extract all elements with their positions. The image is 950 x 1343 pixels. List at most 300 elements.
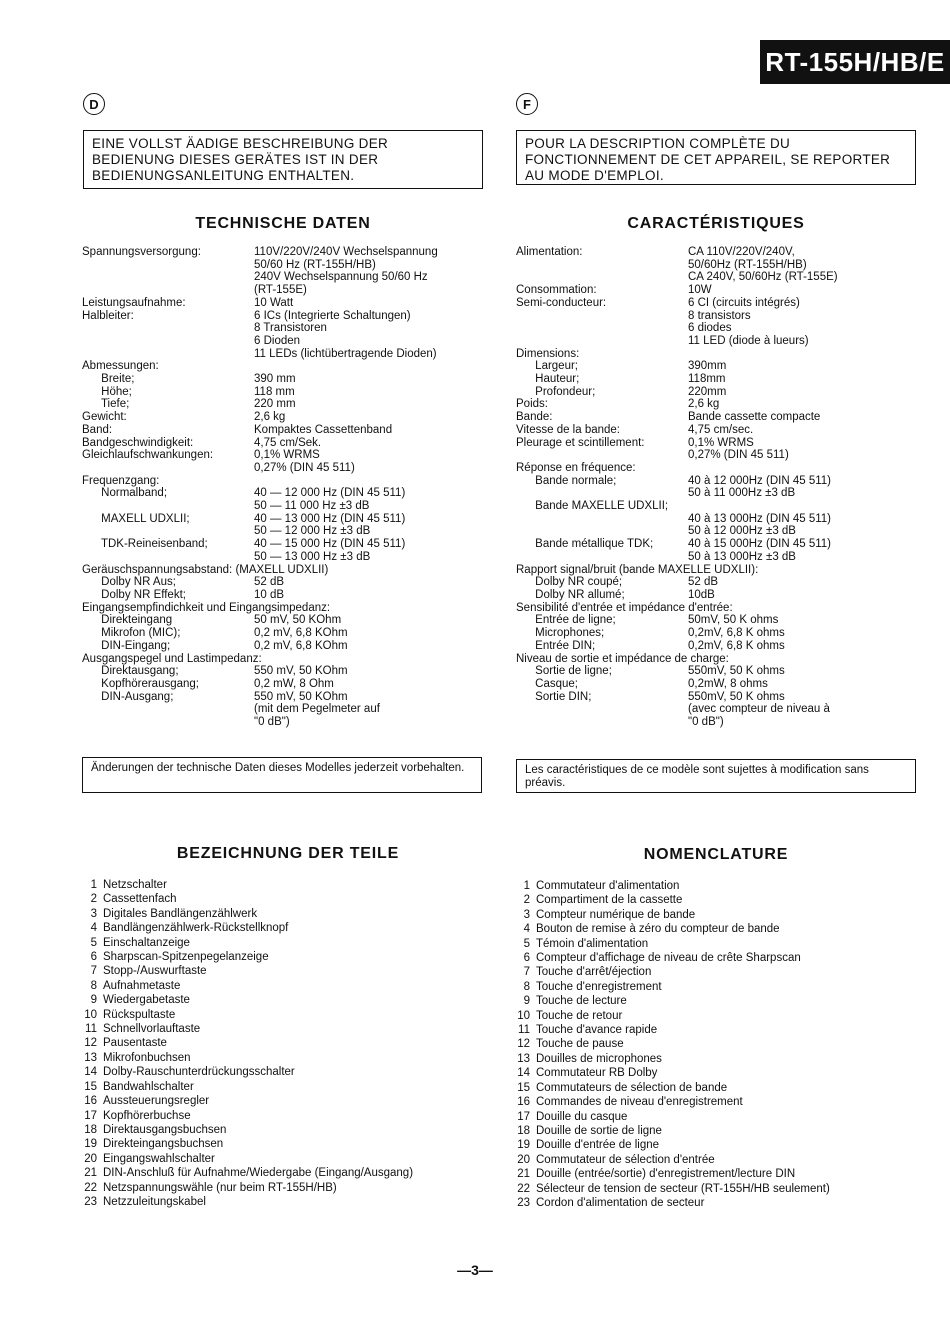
part-number: 19 xyxy=(517,1139,530,1152)
list-item xyxy=(508,1009,830,1023)
part-name: Cassettenfach xyxy=(103,893,177,906)
model-label: RT-155H/HB/E xyxy=(760,40,950,84)
spec-label: DIN-Ausgang; xyxy=(82,690,174,703)
part-name: Schnellvorlauftaste xyxy=(103,1023,201,1036)
part-name: Sélecteur de tension de secteur (RT-155H/HB seulement) xyxy=(536,1182,830,1195)
spec-value: 0,1% WRMS xyxy=(254,449,320,462)
spec-value: 110V/220V/240V Wechselspannung xyxy=(254,246,438,258)
spec-label: Sortie DIN; xyxy=(516,690,592,703)
spec-row xyxy=(516,437,916,450)
part-name: DIN-Anschluß für Aufnahme/Wiedergabe (Eingang/Ausgang) xyxy=(103,1167,414,1180)
spec-row xyxy=(82,449,482,462)
spec-row xyxy=(82,475,482,488)
spec-value: 0,1% WRMS xyxy=(688,436,754,449)
spec-label: Bande MAXELLE UDXLII; xyxy=(516,500,669,513)
spec-row xyxy=(82,297,482,310)
spec-row xyxy=(516,716,916,729)
spec-value: 50 à 11 000Hz ±3 dB xyxy=(688,487,796,500)
part-name: Netzspannungswähle (nur beim RT-155H/HB) xyxy=(103,1181,337,1194)
list-item xyxy=(75,1123,413,1137)
spec-value: 0,2mV, 6,8 K ohms xyxy=(688,627,785,640)
part-number: 1 xyxy=(90,879,97,891)
part-name: Touche d'enregistrement xyxy=(536,980,662,993)
spec-label: Dolby NR allumé; xyxy=(516,588,625,601)
part-name: Douilles de microphones xyxy=(536,1052,662,1065)
part-name: Témoin d'alimentation xyxy=(536,937,649,950)
part-name: Touche de lecture xyxy=(536,995,627,1008)
spec-row xyxy=(82,564,482,577)
spec-label xyxy=(82,703,254,716)
spec-label xyxy=(82,525,254,538)
part-name: Digitales Bandlängenzählwerk xyxy=(103,907,258,920)
spec-value: 0,2 mV, 6,8 KOhm xyxy=(254,627,348,640)
part-number: 15 xyxy=(84,1080,97,1093)
spec-value: 0,27% (DIN 45 511) xyxy=(688,449,789,462)
list-item xyxy=(75,1181,413,1195)
spec-label: Mikrofon (MIC); xyxy=(82,627,181,640)
spec-row xyxy=(82,665,482,678)
spec-label: Sensibilité d'entrée et impédance d'entrée: xyxy=(516,601,733,614)
spec-value: 50 — 11 000 Hz ±3 dB xyxy=(254,500,370,513)
spec-row xyxy=(82,653,482,666)
spec-label: Niveau de sortie et impédance de charge: xyxy=(516,652,729,665)
spec-label xyxy=(516,716,688,729)
spec-value: 240V Wechselspannung 50/60 Hz xyxy=(254,271,428,284)
spec-row xyxy=(516,284,916,297)
spec-label xyxy=(82,271,254,284)
spec-row xyxy=(82,462,482,475)
spec-row xyxy=(82,348,482,361)
spec-row xyxy=(82,538,482,551)
spec-label: DIN-Eingang; xyxy=(82,639,171,652)
list-item xyxy=(75,892,413,906)
french-change-note: Les caractéristiques de ce modèle sont sujettes à modification sans préavis. xyxy=(516,759,916,793)
spec-row xyxy=(516,348,916,361)
spec-row xyxy=(82,335,482,348)
spec-value: 220mm xyxy=(688,385,727,398)
spec-label: Casque; xyxy=(516,677,579,690)
spec-value: 0,2mW, 8 ohms xyxy=(688,677,768,690)
part-number: 21 xyxy=(84,1167,97,1180)
spec-row xyxy=(82,703,482,716)
spec-value: 390 mm xyxy=(254,373,296,386)
list-item xyxy=(508,1066,830,1080)
spec-value: 50 à 13 000Hz ±3 dB xyxy=(688,550,796,563)
spec-row xyxy=(516,335,916,348)
spec-value: 50 — 13 000 Hz ±3 dB xyxy=(254,550,371,563)
list-item xyxy=(508,922,830,936)
spec-label xyxy=(516,271,688,284)
spec-label xyxy=(516,259,688,272)
part-name: Rückspultaste xyxy=(103,1008,176,1021)
spec-label xyxy=(516,310,688,323)
spec-value: 550 mV, 50 KOhm xyxy=(254,690,348,703)
part-name: Netzschalter xyxy=(103,879,167,891)
part-number: 22 xyxy=(84,1181,97,1194)
spec-label: Hauteur; xyxy=(516,373,580,386)
spec-row xyxy=(82,487,482,500)
part-number: 14 xyxy=(84,1066,97,1079)
part-name: Aussteuerungsregler xyxy=(103,1095,210,1108)
part-number: 6 xyxy=(523,952,530,965)
spec-row xyxy=(516,614,916,627)
spec-value: "0 dB") xyxy=(254,716,290,729)
spec-label: Gleichlaufschwankungen: xyxy=(82,449,214,462)
spec-label: Dolby NR Aus; xyxy=(82,576,176,589)
spec-label: Pleurage et scintillement: xyxy=(516,436,645,449)
french-specs-table xyxy=(516,246,916,729)
list-item xyxy=(75,1094,413,1108)
part-number: 7 xyxy=(90,965,97,978)
spec-value: 40 à 13 000Hz (DIN 45 511) xyxy=(688,512,831,525)
list-item xyxy=(75,1109,413,1123)
list-item xyxy=(75,964,413,978)
german-parts-list xyxy=(75,878,413,1209)
spec-row xyxy=(82,602,482,615)
spec-row xyxy=(82,411,482,424)
part-name: Netzzuleitungskabel xyxy=(103,1195,206,1208)
spec-label xyxy=(82,348,254,361)
spec-label: Microphones; xyxy=(516,627,605,640)
spec-row xyxy=(82,259,482,272)
spec-row xyxy=(82,551,482,564)
spec-value: 4,75 cm/Sek. xyxy=(254,436,322,449)
part-number: 10 xyxy=(517,1009,530,1022)
spec-value: 40 — 15 000 Hz (DIN 45 511) xyxy=(254,538,406,551)
list-item xyxy=(508,937,830,951)
spec-row xyxy=(516,576,916,589)
list-item xyxy=(508,1037,830,1051)
spec-row xyxy=(516,627,916,640)
spec-value: 50/60 Hz (RT-155H/HB) xyxy=(254,258,376,271)
part-name: Commutateurs de sélection de bande xyxy=(536,1081,728,1094)
part-name: Direkteingangsbuchsen xyxy=(103,1138,224,1151)
spec-row xyxy=(82,246,482,259)
list-item xyxy=(75,993,413,1007)
spec-row xyxy=(82,437,482,450)
spec-value: 40 à 15 000Hz (DIN 45 511) xyxy=(688,538,831,551)
french-specs-heading: CARACTÉRISTIQUES xyxy=(627,215,805,232)
spec-label xyxy=(516,449,688,462)
french-parts-heading: NOMENCLATURE xyxy=(643,846,789,863)
part-number: 2 xyxy=(90,893,97,906)
list-item xyxy=(75,1008,413,1022)
spec-value: 0,2 mW, 8 Ohm xyxy=(254,677,334,690)
spec-value: 0,2mV, 6,8 K ohms xyxy=(688,639,785,652)
spec-row xyxy=(516,411,916,424)
part-number: 19 xyxy=(84,1138,97,1151)
part-name: Wiedergabetaste xyxy=(103,994,190,1007)
part-number: 15 xyxy=(517,1081,530,1094)
list-item xyxy=(75,1065,413,1079)
spec-label: Vitesse de la bande: xyxy=(516,423,621,436)
list-item xyxy=(508,1196,830,1210)
list-item xyxy=(508,994,830,1008)
part-number: 12 xyxy=(84,1037,97,1050)
list-item xyxy=(75,1137,413,1151)
spec-label: Frequenzgang: xyxy=(82,474,160,487)
spec-value: 2,6 kg xyxy=(688,398,720,411)
spec-label: Dimensions: xyxy=(516,347,580,360)
part-number: 10 xyxy=(84,1008,97,1021)
list-item xyxy=(508,1023,830,1037)
part-number: 9 xyxy=(523,995,530,1008)
spec-value: 10 Watt xyxy=(254,296,294,309)
spec-row xyxy=(82,322,482,335)
spec-label: Abmessungen: xyxy=(82,360,159,373)
spec-row xyxy=(516,360,916,373)
spec-row xyxy=(82,576,482,589)
part-number: 3 xyxy=(90,907,97,920)
spec-row xyxy=(82,500,482,513)
spec-value: 40 — 12 000 Hz (DIN 45 511) xyxy=(254,487,406,500)
part-number: 1 xyxy=(523,880,530,892)
spec-value: 11 LED (diode à lueurs) xyxy=(688,334,809,347)
part-number: 14 xyxy=(517,1067,530,1080)
part-number: 13 xyxy=(517,1052,530,1065)
spec-value: 550 mV, 50 KOhm xyxy=(254,665,348,678)
spec-value: 50/60Hz (RT-155H/HB) xyxy=(688,258,807,271)
spec-label xyxy=(82,716,254,729)
spec-label: Direktausgang; xyxy=(82,665,179,678)
part-number: 20 xyxy=(84,1152,97,1165)
spec-label: Consommation: xyxy=(516,284,597,297)
spec-row xyxy=(516,297,916,310)
part-number: 20 xyxy=(517,1153,530,1166)
list-item xyxy=(75,878,413,892)
spec-value: 40 — 13 000 Hz (DIN 45 511) xyxy=(254,512,406,525)
spec-value: Kompaktes Cassettenband xyxy=(254,423,393,436)
spec-value: Bande cassette compacte xyxy=(688,411,821,424)
spec-row xyxy=(82,284,482,297)
part-number: 7 xyxy=(523,966,530,979)
spec-row xyxy=(82,589,482,602)
french-parts-list xyxy=(508,879,830,1210)
spec-label xyxy=(516,335,688,348)
part-number: 23 xyxy=(84,1195,97,1208)
spec-row xyxy=(82,424,482,437)
spec-row xyxy=(516,589,916,602)
spec-row xyxy=(516,640,916,653)
spec-label: Dolby NR coupé; xyxy=(516,576,623,589)
spec-label xyxy=(82,259,254,272)
list-item xyxy=(508,951,830,965)
french-language-badge: F xyxy=(516,93,538,115)
spec-value: 118 mm xyxy=(254,385,295,398)
german-language-badge: D xyxy=(83,93,105,115)
part-number: 6 xyxy=(90,951,97,964)
german-parts-heading: BEZEICHNUNG DER TEILE xyxy=(176,845,400,862)
spec-label: Entrée DIN; xyxy=(516,639,596,652)
spec-row xyxy=(82,678,482,691)
spec-row xyxy=(516,525,916,538)
spec-label: Bande normale; xyxy=(516,474,617,487)
spec-row xyxy=(516,691,916,704)
spec-label: Poids: xyxy=(516,398,548,411)
spec-value: 40 à 12 000Hz (DIN 45 511) xyxy=(688,474,831,487)
spec-row xyxy=(516,678,916,691)
spec-label xyxy=(82,462,254,475)
spec-value: 10W xyxy=(688,284,712,297)
spec-value: (RT-155E) xyxy=(254,284,307,297)
spec-label xyxy=(516,322,688,335)
spec-row xyxy=(516,424,916,437)
list-item xyxy=(75,979,413,993)
list-item xyxy=(508,908,830,922)
spec-value: 0,2 mV, 6,8 KOhm xyxy=(254,639,348,652)
spec-label: Gewicht: xyxy=(82,411,127,424)
spec-value: "0 dB") xyxy=(688,716,724,729)
spec-label: Bande: xyxy=(516,411,553,424)
list-item xyxy=(75,1152,413,1166)
spec-row xyxy=(516,475,916,488)
list-item xyxy=(508,1124,830,1138)
part-name: Pausentaste xyxy=(103,1037,167,1050)
spec-row xyxy=(82,525,482,538)
part-number: 3 xyxy=(523,908,530,921)
spec-row xyxy=(82,386,482,399)
spec-label xyxy=(82,500,254,513)
spec-value: 6 diodes xyxy=(688,322,732,335)
german-specs-heading: TECHNISCHE DATEN xyxy=(195,215,371,232)
german-change-note: Änderungen der technische Daten dieses Modelles jederzeit vorbehalten. xyxy=(82,757,482,793)
page-number: —3— xyxy=(457,1262,493,1278)
list-item xyxy=(75,921,413,935)
spec-row xyxy=(516,703,916,716)
part-number: 4 xyxy=(90,922,97,935)
part-name: Dolby-Rauschunterdrückungsschalter xyxy=(103,1066,295,1079)
spec-label xyxy=(82,322,254,335)
spec-row xyxy=(516,551,916,564)
spec-label: Kopfhörerausgang; xyxy=(82,677,199,690)
spec-value: CA 240V, 50/60Hz (RT-155E) xyxy=(688,271,838,284)
list-item xyxy=(508,1182,830,1196)
spec-row xyxy=(516,653,916,666)
list-item xyxy=(75,1080,413,1094)
spec-value: 10dB xyxy=(688,588,715,601)
spec-value: 52 dB xyxy=(254,576,285,589)
spec-value: 50 à 12 000Hz ±3 dB xyxy=(688,525,796,538)
part-name: Kopfhörerbuchse xyxy=(103,1109,191,1122)
spec-row xyxy=(516,322,916,335)
list-item xyxy=(508,1153,830,1167)
part-name: Douille (entrée/sortie) d'enregistrement/lecture DIN xyxy=(536,1168,796,1181)
spec-label: Leistungsaufnahme: xyxy=(82,296,186,309)
part-name: Direktausgangsbuchsen xyxy=(103,1123,227,1136)
part-name: Commutateur d'alimentation xyxy=(536,880,680,892)
list-item xyxy=(508,965,830,979)
list-item xyxy=(508,1095,830,1109)
spec-row xyxy=(82,513,482,526)
spec-label: Normalband; xyxy=(82,487,168,500)
spec-label: Spannungsversorgung: xyxy=(82,246,201,258)
part-name: Douille de sortie de ligne xyxy=(536,1124,662,1137)
spec-label: Ausgangspegel und Lastimpedanz: xyxy=(82,652,262,665)
list-item xyxy=(508,1167,830,1181)
part-number: 18 xyxy=(84,1123,97,1136)
spec-row xyxy=(82,271,482,284)
spec-row xyxy=(82,373,482,386)
spec-row xyxy=(82,627,482,640)
part-name: Touche de pause xyxy=(536,1038,624,1051)
spec-label: Alimentation: xyxy=(516,246,583,258)
part-number: 8 xyxy=(523,980,530,993)
spec-value: 2,6 kg xyxy=(254,411,286,424)
spec-label: Geräuschspannungsabstand: (MAXELL UDXLII) xyxy=(82,563,329,576)
spec-label: Bandgeschwindigkeit: xyxy=(82,436,194,449)
spec-row xyxy=(516,538,916,551)
spec-value: 118mm xyxy=(688,373,726,386)
part-name: Cordon d'alimentation de secteur xyxy=(536,1196,705,1209)
list-item xyxy=(75,936,413,950)
part-number: 21 xyxy=(517,1168,530,1181)
spec-value: 50 — 12 000 Hz ±3 dB xyxy=(254,525,371,538)
spec-label xyxy=(516,513,688,526)
part-number: 13 xyxy=(84,1051,97,1064)
spec-value: 11 LEDs (lichtübertragende Dioden) xyxy=(254,347,437,360)
spec-row xyxy=(516,665,916,678)
spec-label: Eingangsempfindichkeit und Eingangsimpedanz: xyxy=(82,601,331,614)
german-notice: EINE VOLLST ÄADIGE BESCHREIBUNG DER BEDIENUNG DIESES GERÄTES IST IN DER BEDIENUNGSANLEITUNG ENTHALTEN. xyxy=(83,130,483,189)
part-number: 23 xyxy=(517,1196,530,1209)
spec-row xyxy=(516,513,916,526)
spec-value: 550mV, 50 K ohms xyxy=(688,690,785,703)
list-item xyxy=(75,1166,413,1180)
spec-label xyxy=(516,487,688,500)
spec-row xyxy=(82,310,482,323)
spec-label: Profondeur; xyxy=(516,385,596,398)
spec-value: 220 mm xyxy=(254,398,296,411)
spec-row xyxy=(82,398,482,411)
spec-value: 6 CI (circuits intégrés) xyxy=(688,296,800,309)
part-number: 16 xyxy=(517,1096,530,1109)
part-number: 16 xyxy=(84,1095,97,1108)
part-name: Touche d'arrêt/éjection xyxy=(536,966,652,979)
part-name: Einschaltanzeige xyxy=(103,936,190,949)
part-number: 4 xyxy=(523,923,530,936)
spec-row xyxy=(82,360,482,373)
part-name: Bouton de remise à zéro du compteur de bande xyxy=(536,923,780,936)
spec-value: (avec compteur de niveau à xyxy=(688,703,830,716)
part-name: Touche d'avance rapide xyxy=(536,1024,658,1037)
spec-row xyxy=(516,310,916,323)
spec-label: Sortie de ligne; xyxy=(516,665,612,678)
spec-row xyxy=(516,564,916,577)
part-number: 22 xyxy=(517,1182,530,1195)
spec-label: Entrée de ligne; xyxy=(516,614,616,627)
spec-label: TDK-Reineisenband; xyxy=(82,538,208,551)
list-item xyxy=(508,1081,830,1095)
spec-row xyxy=(516,487,916,500)
spec-value: 50 mV, 50 KOhm xyxy=(254,614,342,627)
spec-value: 8 transistors xyxy=(688,309,751,322)
list-item xyxy=(508,1138,830,1152)
part-name: Commutateur de sélection d'entrée xyxy=(536,1153,715,1166)
list-item xyxy=(508,893,830,907)
spec-value: 390mm xyxy=(688,360,727,373)
spec-label: Direkteingang xyxy=(82,614,173,627)
spec-label: Largeur; xyxy=(516,360,579,373)
part-name: Commutateur RB Dolby xyxy=(536,1067,658,1080)
part-number: 2 xyxy=(523,894,530,907)
spec-label xyxy=(82,284,254,297)
spec-row xyxy=(516,449,916,462)
spec-label xyxy=(516,525,688,538)
spec-label: Semi-conducteur: xyxy=(516,296,607,309)
spec-value: 4,75 cm/sec. xyxy=(688,423,754,436)
spec-label xyxy=(82,551,254,564)
spec-row xyxy=(516,373,916,386)
